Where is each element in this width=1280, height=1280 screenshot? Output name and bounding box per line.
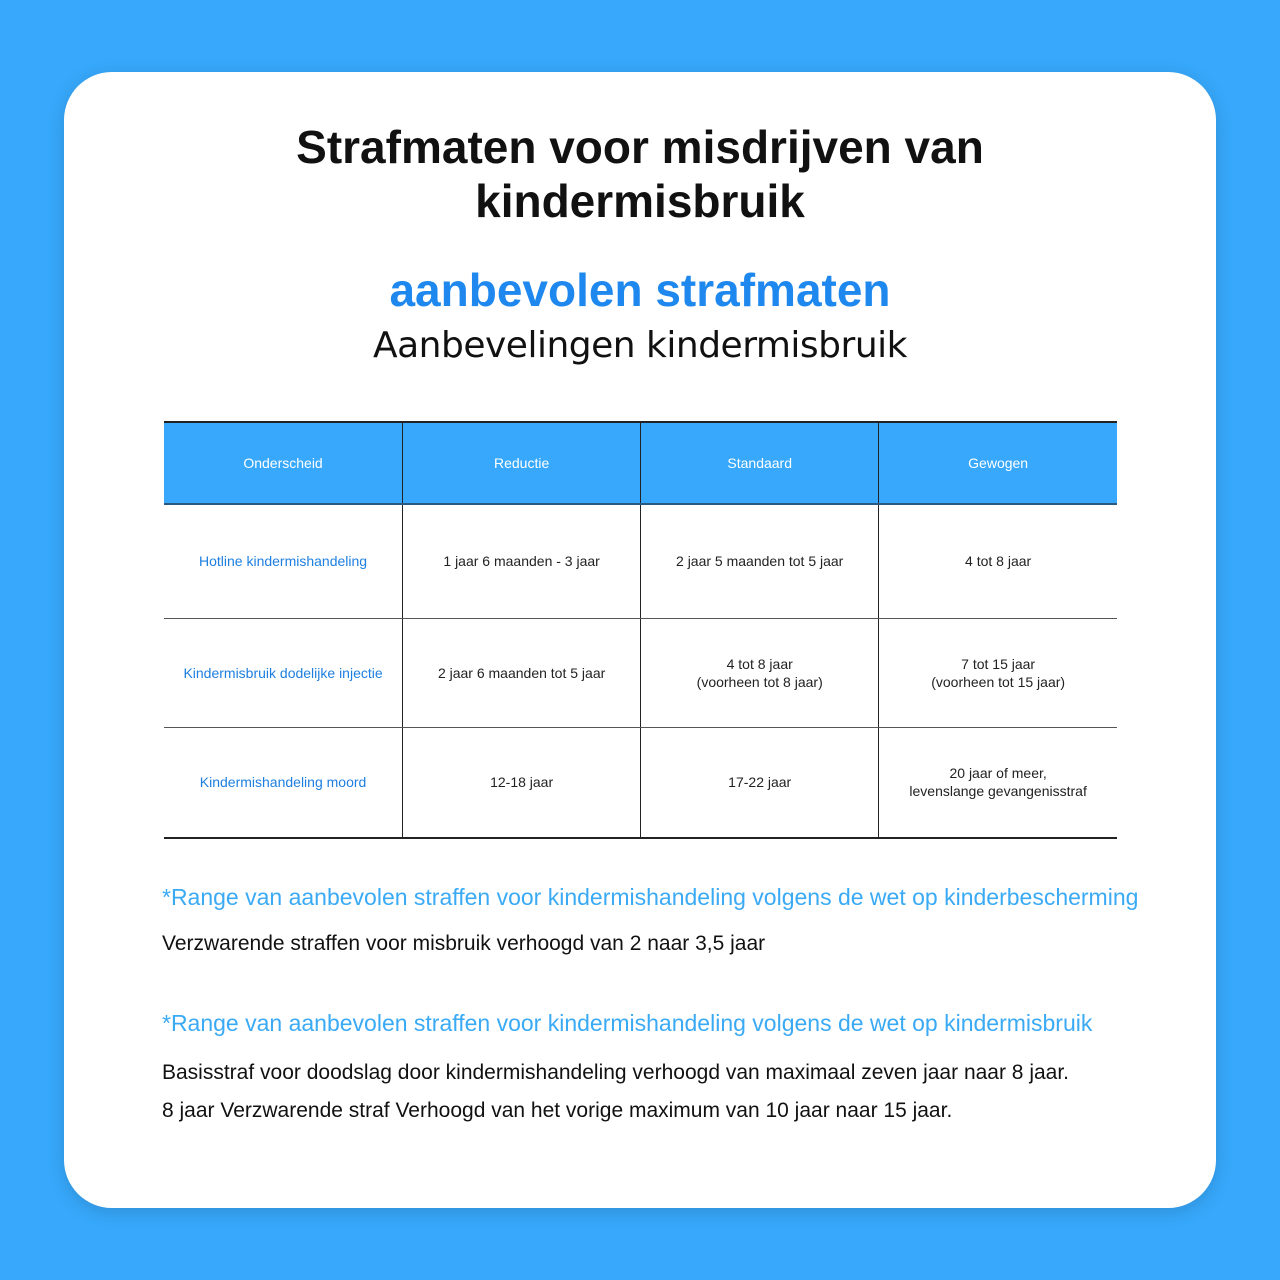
cell — [879, 727, 1117, 838]
note-heading: *Range van aanbevolen straffen voor kindermishandeling volgens de wet op kinderbescherming — [162, 884, 1139, 910]
table-row — [164, 504, 1117, 618]
note-heading: *Range van aanbevolen straffen voor kindermishandeling volgens de wet op kindermisbruik — [162, 1010, 1093, 1036]
cell: 2 jaar 5 maanden tot 5 jaar — [641, 504, 879, 618]
header-cell: Standaard — [641, 422, 879, 504]
row-header: Kindermishandeling moord — [164, 727, 403, 838]
title-text: Strafmaten voor misdrijven van kindermisbruik — [296, 121, 984, 227]
cell-line: (voorheen tot 8 jaar) — [696, 673, 823, 690]
cell: 4 tot 8 jaar — [879, 504, 1117, 618]
table-row — [164, 727, 1117, 838]
row-header: Kindermisbruik dodelijke injectie — [164, 618, 403, 727]
note-text: 8 jaar Verzwarende straf Verhoogd van het vorige maximum van 10 jaar naar 15 jaar. — [162, 1099, 953, 1122]
cell: 2 jaar 6 maanden tot 5 jaar — [403, 618, 641, 727]
table-header — [164, 422, 1117, 504]
note-text: Verzwarende straffen voor misbruik verhoogd van 2 naar 3,5 jaar — [162, 932, 766, 955]
cell-line: 7 tot 15 jaar — [961, 655, 1036, 672]
subtitle: aanbevolen strafmaten — [389, 264, 891, 316]
page-title — [0, 120, 1280, 228]
cell — [641, 618, 879, 727]
cell-line: 20 jaar of meer, — [949, 765, 1047, 782]
note-text: Basisstraf voor doodslag door kindermishandeling verhoogd van maximaal zeven jaar naar 8 jaar. — [162, 1061, 1070, 1084]
cell-line: levenslange gevangenisstraf — [909, 783, 1087, 800]
sentencing-table — [164, 421, 1117, 839]
cell-line: (voorheen tot 15 jaar) — [931, 673, 1066, 690]
row-header: Hotline kindermishandeling — [164, 504, 403, 618]
cell: 17-22 jaar — [641, 727, 879, 838]
table-row — [164, 618, 1117, 727]
header-cell: Gewogen — [879, 422, 1117, 504]
cell: 12-18 jaar — [403, 727, 641, 838]
header-cell: Onderscheid — [164, 422, 403, 504]
header-cell: Reductie — [403, 422, 641, 504]
cell-line: 4 tot 8 jaar — [726, 655, 793, 672]
cell: 1 jaar 6 maanden - 3 jaar — [403, 504, 641, 618]
subtitle-handwritten: Aanbevelingen kindermisbruik — [372, 325, 907, 366]
cell — [879, 618, 1117, 727]
